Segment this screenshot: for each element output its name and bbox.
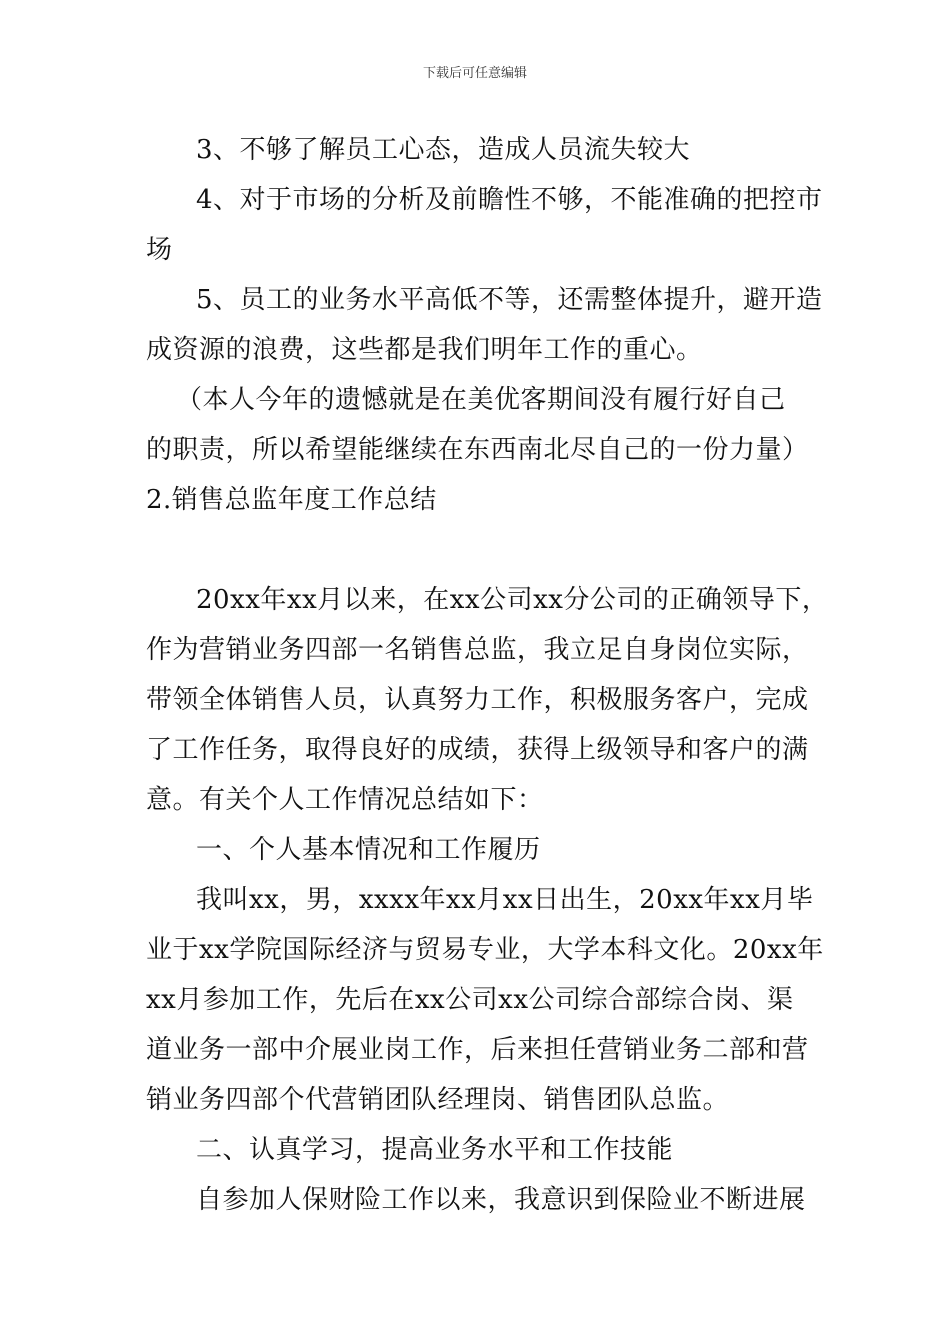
paragraph-line: 销业务四部个代营销团队经理岗、销售团队总监。 [146, 1085, 730, 1115]
paragraph-line: xx月参加工作，先后在xx公司xx公司综合部综合岗、渠 [146, 985, 794, 1015]
paragraph-line: 4、对于市场的分析及前瞻性不够，不能准确的把控市 [196, 185, 823, 215]
paragraph-line: 了工作任务，取得良好的成绩，获得上级领导和客户的满 [146, 735, 809, 765]
paragraph-line: 带领全体销售人员，认真努力工作，积极服务客户，完成 [146, 685, 809, 715]
subsection-heading: 二、认真学习，提高业务水平和工作技能 [196, 1135, 674, 1165]
paragraph-line: 场 [146, 235, 173, 265]
page-header: 下载后可任意编辑 [422, 66, 527, 81]
section-heading: 2.销售总监年度工作总结 [146, 485, 437, 515]
paragraph-line: 的职责，所以希望能继续在东西南北尽自己的一份力量） [146, 435, 809, 465]
paragraph-line: 自参加人保财险工作以来，我意识到保险业不断进展 [196, 1185, 806, 1215]
paragraph-line: 3、不够了解员工心态，造成人员流失较大 [196, 135, 691, 165]
paragraph-line: 作为营销业务四部一名销售总监，我立足自身岗位实际， [146, 635, 809, 665]
paragraph-line: 20xx年xx月以来，在xx公司xx分公司的正确领导下， [196, 585, 829, 615]
paragraph-line: 5、员工的业务水平高低不等，还需整体提升，避开造 [196, 285, 823, 315]
subsection-heading: 一、个人基本情况和工作履历 [196, 835, 541, 865]
paragraph-line: 我叫xx，男，xxxx年xx月xx日出生，20xx年xx月毕 [196, 885, 814, 915]
paragraph-line: 成资源的浪费，这些都是我们明年工作的重心。 [146, 335, 703, 365]
paragraph-line: （本人今年的遗憾就是在美优客期间没有履行好自己 [176, 385, 786, 415]
paragraph-line: 业于xx学院国际经济与贸易专业，大学本科文化。20xx年 [146, 935, 824, 965]
paragraph-line: 道业务一部中介展业岗工作，后来担任营销业务二部和营 [146, 1035, 809, 1065]
paragraph-line: 意。有关个人工作情况总结如下： [146, 785, 544, 815]
